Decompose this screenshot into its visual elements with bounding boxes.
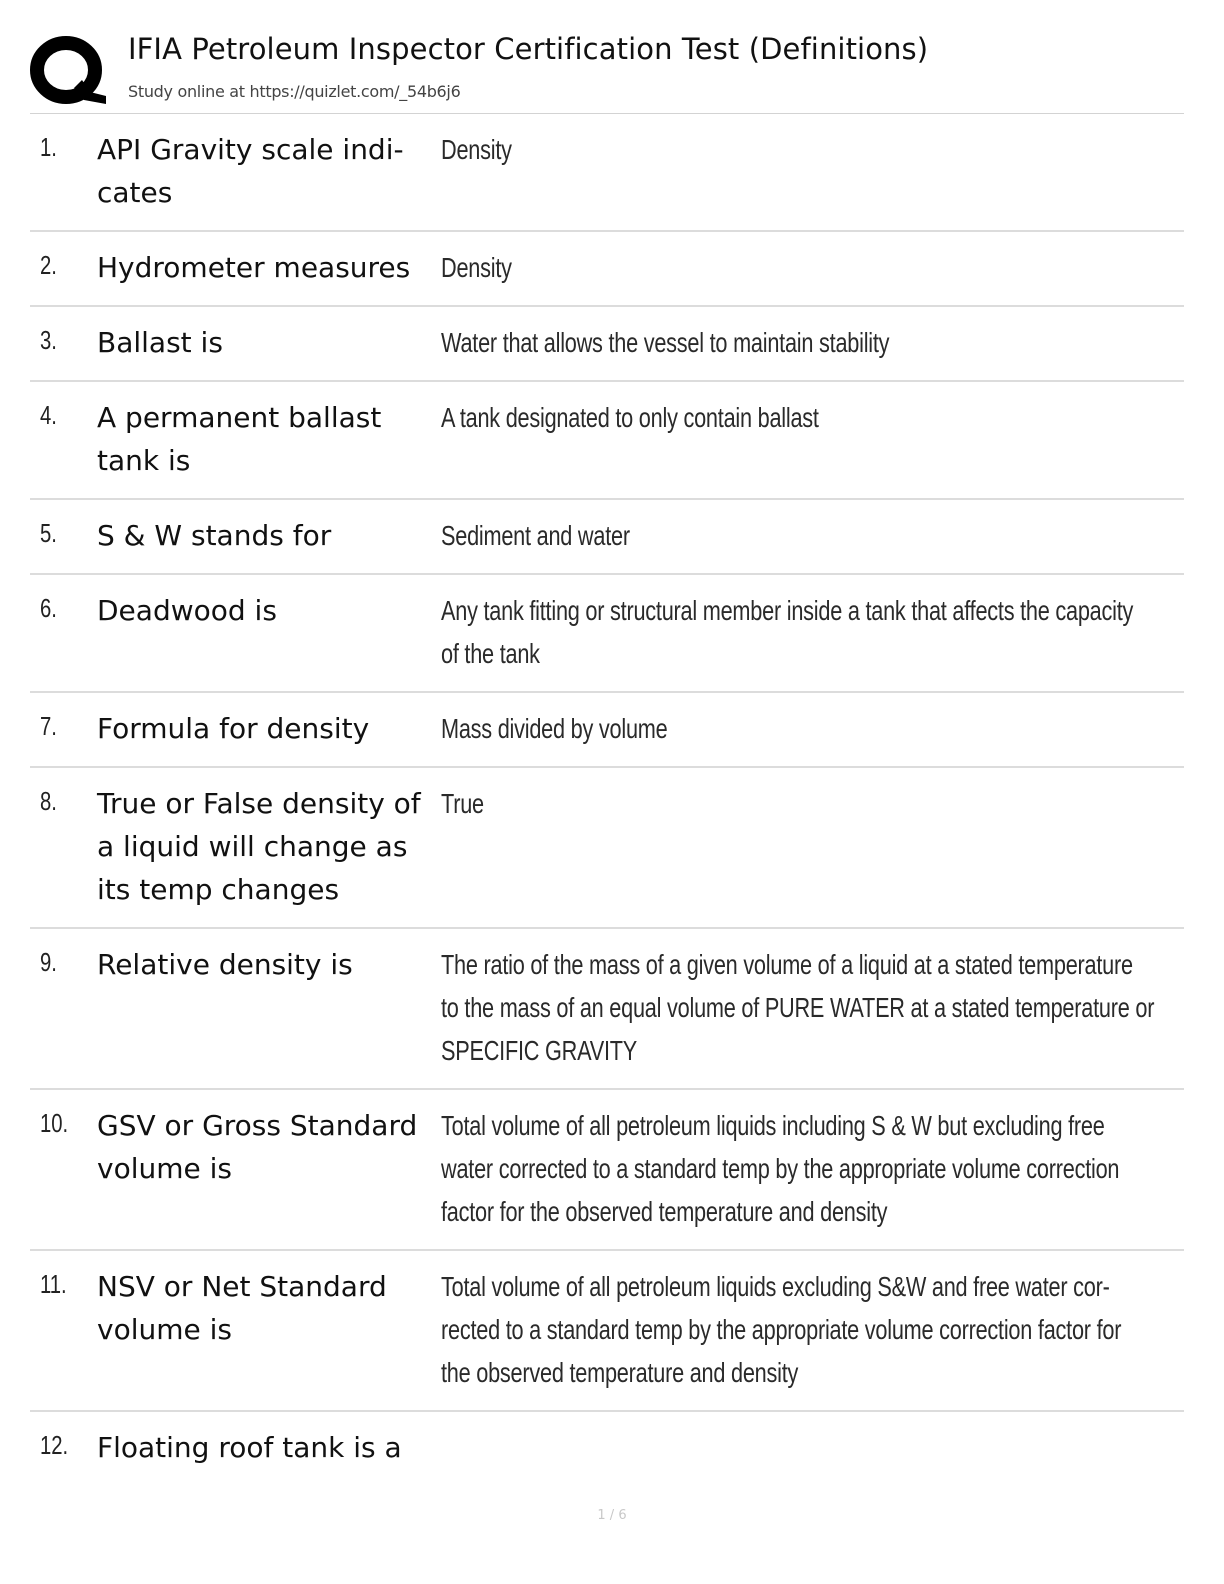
card-number: 2.: [40, 250, 57, 280]
card-definition: Total volume of all petroleum liquids excluding S&W and free water cor- rected to a standard temp by the appropriate volume correction factor for the observed temperature and density: [441, 1271, 1122, 1388]
card-definition: Sediment and water: [441, 520, 630, 551]
card-definition: The ratio of the mass of a given volume of a liquid at a stated temperature to the mass of an equal volume of PURE WATER at a stated temperature or SPECIFIC GRAVITY: [441, 949, 1155, 1066]
card-definition: Density: [441, 252, 512, 283]
card-number: 12.: [40, 1430, 69, 1460]
card-number: 10.: [40, 1108, 69, 1138]
card-term: Relative density is: [97, 948, 353, 981]
card-term: GSV or Gross Standard volume is: [97, 1109, 418, 1185]
flashcard-row: [30, 114, 1184, 232]
document-header: [30, 28, 1184, 114]
card-definition: True: [441, 788, 484, 819]
card-definition: Total volume of all petroleum liquids including S & W but excluding free water corrected to a standard temp by the appropriate volume correction factor for the observed temperature and density: [441, 1110, 1120, 1227]
card-term: A permanent ballast tank is: [97, 401, 382, 477]
card-term: Hydrometer measures: [97, 251, 411, 284]
flashcard-row: [30, 1090, 1184, 1251]
card-definition: Any tank fitting or structural member inside a tank that affects the capacity of the tank: [441, 595, 1134, 669]
card-definition: Water that allows the vessel to maintain stability: [441, 327, 890, 358]
flashcard-row: [30, 232, 1184, 307]
flashcard-row: [30, 929, 1184, 1090]
card-number: 4.: [40, 400, 57, 430]
card-number: 1.: [40, 132, 57, 162]
card-number: 7.: [40, 711, 57, 741]
flashcard-row: [30, 575, 1184, 693]
card-definition-line: of the tank: [441, 638, 540, 669]
flashcard-row: [30, 1251, 1184, 1412]
card-term: S & W stands for: [97, 519, 332, 552]
card-term: Floating roof tank is a: [97, 1431, 402, 1464]
card-number: 8.: [40, 786, 57, 816]
flashcard-row: [30, 693, 1184, 768]
flashcard-row: [30, 500, 1184, 575]
card-number: 6.: [40, 593, 57, 623]
document-title: IFIA Petroleum Inspector Certification Test (Definitions): [128, 32, 929, 66]
card-number: 9.: [40, 947, 57, 977]
card-term-line: tank is: [97, 444, 191, 477]
card-term: True or False density of a liquid will change as its temp changes: [97, 787, 421, 906]
card-term-line: cates: [97, 176, 173, 209]
card-definition: Density: [441, 134, 512, 165]
quizlet-logo-icon: [30, 34, 108, 108]
flashcard-list: [30, 114, 1184, 1487]
card-term: Formula for density: [97, 712, 370, 745]
card-number: 5.: [40, 518, 57, 548]
card-definition: Mass divided by volume: [441, 713, 668, 744]
card-number: 11.: [40, 1269, 67, 1299]
card-number: 3.: [40, 325, 57, 355]
page-number: 1 / 6: [597, 1508, 627, 1523]
flashcard-row: [30, 768, 1184, 929]
flashcard-row: [30, 382, 1184, 500]
card-term: Ballast is: [97, 326, 223, 359]
card-term: API Gravity scale indi- cates: [97, 133, 404, 209]
flashcard-row: [30, 1412, 1184, 1487]
card-definition: A tank designated to only contain ballast: [441, 402, 819, 433]
study-online-link[interactable]: Study online at https://quizlet.com/_54b6j6: [128, 82, 461, 101]
card-term: NSV or Net Standard volume is: [97, 1270, 387, 1346]
flashcard-row: [30, 307, 1184, 382]
card-term: Deadwood is: [97, 594, 277, 627]
